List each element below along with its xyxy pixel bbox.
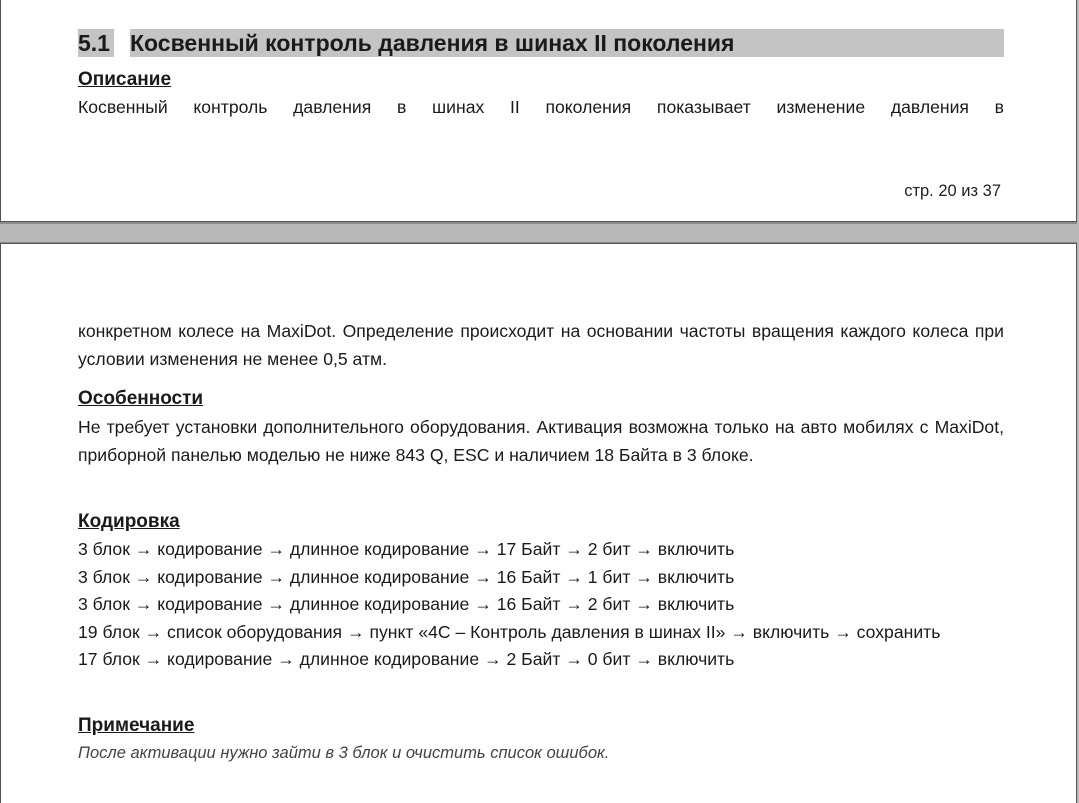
section-heading xyxy=(78,29,1004,57)
document-page-bottom xyxy=(0,243,1077,803)
note-heading: Примечание xyxy=(78,715,195,736)
coding-line: 3 блок → кодирование → длинное кодирование → 16 Байт → 2 бит → включить xyxy=(78,594,735,614)
description-text-start: Косвенный контроль давления в шинах II поколения показывает изменение давления в xyxy=(78,97,1004,117)
coding-line: 19 блок → список оборудования → пункт «4C – Контроль давления в шинах II» → включить → сохранить xyxy=(78,621,941,642)
section-number: 5.1 xyxy=(78,29,114,57)
features-text: Не требует установки дополнительного оборудования. Активация возможна только на авто мобилях с MaxiDot, приборной панелью моделью не ниже 843 Q, ESC и наличием 18 Байта в 3 блоке. xyxy=(78,417,1004,465)
description-heading: Описание xyxy=(78,69,172,90)
coding-line: 3 блок → кодирование → длинное кодирование → 16 Байт → 1 бит → включить xyxy=(78,566,735,587)
section-title: Косвенный контроль давления в шинах II поколения xyxy=(130,29,1004,57)
features-heading: Особенности xyxy=(78,388,204,409)
note-text: После активации нужно зайти в 3 блок и очистить список ошибок. xyxy=(78,744,610,762)
document-page-top xyxy=(0,0,1077,222)
coding-list xyxy=(78,536,1004,674)
page-number: стр. 20 из 37 xyxy=(904,182,1001,200)
coding-line: 3 блок → кодирование → длинное кодирование → 17 Байт → 2 бит → включить xyxy=(78,539,735,559)
coding-line: 17 блок → кодирование → длинное кодирование → 2 Байт → 0 бит → включить xyxy=(78,649,735,669)
coding-heading: Кодировка xyxy=(78,511,180,532)
description-text-continued: конкретном колесе на MaxiDot. Определение происходит на основании частоты вращения каждого колеса при условии изменения не менее 0,5 атм. xyxy=(78,321,1004,369)
